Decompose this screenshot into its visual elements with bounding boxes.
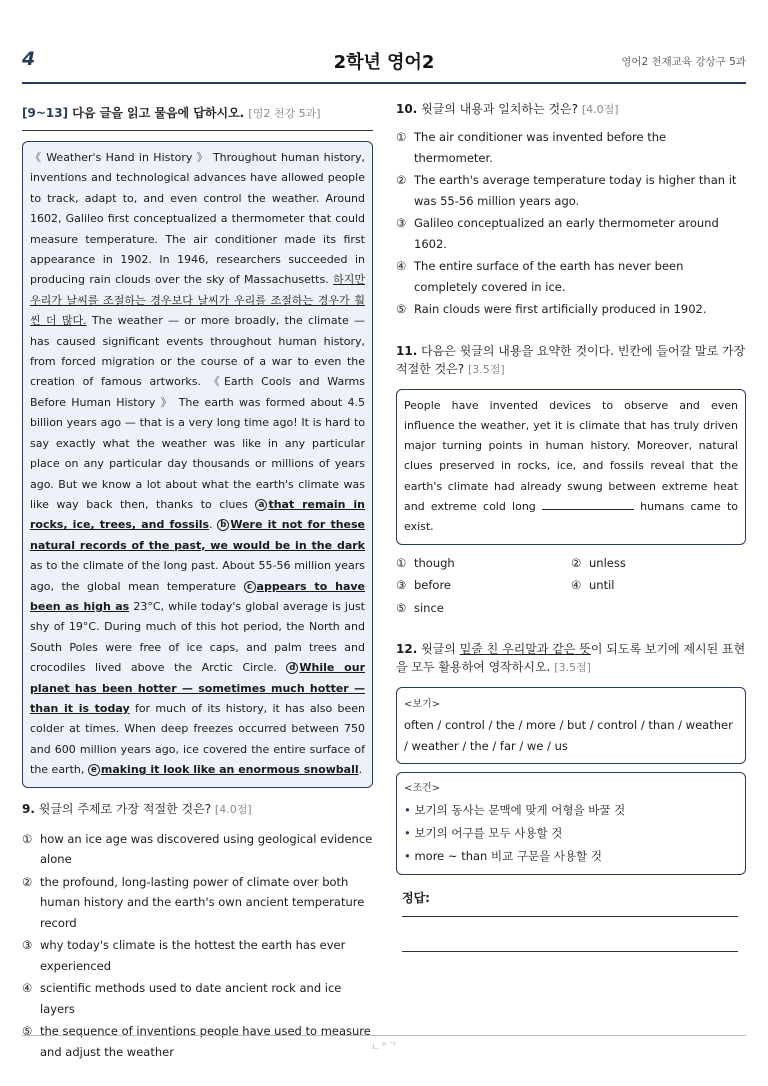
q11-option-4[interactable]: ④ until bbox=[571, 578, 615, 593]
q10-number: 10. bbox=[396, 102, 418, 116]
q10-points: [4.0점] bbox=[581, 103, 619, 116]
answer-line-2[interactable] bbox=[402, 951, 738, 952]
bogi-label: <보기> bbox=[404, 699, 441, 711]
q12-points: [3.5점] bbox=[554, 661, 591, 675]
q10-option-3[interactable]: ③ Galileo conceptualized an early thermometer around 1602. bbox=[396, 216, 719, 251]
q9-option-3[interactable]: ③ why today's climate is the hottest the earth has ever experienced bbox=[22, 938, 346, 973]
reading-passage bbox=[22, 141, 373, 788]
right-column bbox=[396, 100, 746, 952]
left-column bbox=[22, 104, 373, 1064]
q9-options bbox=[22, 829, 373, 1063]
q12-condition-box bbox=[396, 772, 746, 875]
marker-c: c bbox=[244, 581, 256, 593]
q10-option-4[interactable]: ④ The entire surface of the earth has never been completely covered in ice. bbox=[396, 259, 684, 294]
answer-line-1[interactable] bbox=[402, 916, 738, 917]
q12-text-before: 윗글의 bbox=[421, 642, 460, 657]
q10-option-1[interactable]: ① The air conditioner was invented before the thermometer. bbox=[396, 130, 667, 165]
passage-part-2: The weather — or more broadly, the climate — has caused significant events throughout human history, from forced migration or the course of a war to even the creation of famous artworks. 《Earth Cools and Warms Before Human History 》 The earth was formed about 4.5 billion years ago — that is a very long time ago! It is hard to say exactly what the weather was like in any particular place on any particular day thousands or millions of years ago. But we know a lot about what the earth's climate was like way back then, thanks to clues bbox=[30, 314, 366, 511]
korean-underlined-sentence: 하지만 우리가 날씨를 조절하는 경우보다 날씨가 우리를 조절하는 경우가 훨씬 더 많다. bbox=[30, 273, 365, 328]
marker-a: a bbox=[255, 499, 267, 511]
passage-part-1: 《 Weather's Hand in History 》 Throughout human history, inventions and technological advances have allowed people to track, adapt to, and even control the weather. Around 1602, Galileo first conceptualized a thermometer that could measure temperature. The air conditioner made its first appearance in 1902. In 1946, researchers succeeded in producing rain clouds over the sky of Massachusetts. bbox=[30, 151, 365, 287]
footer-divider bbox=[22, 1035, 746, 1036]
q11-summary-before: People have invented devices to observe and even influence the weather, yet it is climate that has truly driven major turning points in human history. Moreover, natural clues preserved in rocks, ice, and fossils reveal that the earth's climate had already swung between extreme heat and extreme cold long bbox=[404, 398, 738, 513]
passage-part-4: as to the climate of the long past. About 55-56 million years ago, the global mean temperature bbox=[30, 559, 365, 593]
q11-option-1[interactable]: ① though bbox=[396, 555, 455, 570]
q11-option-2[interactable]: ② unless bbox=[571, 555, 626, 570]
underlined-d: While our planet has been hotter — sometimes much hotter — than it is today bbox=[30, 661, 365, 715]
marker-b: b bbox=[217, 519, 229, 531]
q11-options bbox=[396, 553, 746, 621]
underlined-e: making it look like an enormous snowball bbox=[100, 763, 359, 777]
q12-number: 12. bbox=[396, 642, 418, 657]
condition-2: • 보기의 어구를 모두 사용할 것 bbox=[404, 826, 563, 841]
q11-summary-after: humans came to exist. bbox=[404, 499, 738, 534]
answer-label: 정답: bbox=[402, 891, 430, 906]
section-range: [9~13] bbox=[22, 106, 69, 120]
exam-subtitle: 영어2 천재교육 강상구 5과 bbox=[621, 56, 746, 68]
q12-text-underlined: 밑줄 친 우리말과 같은 뜻 bbox=[459, 642, 591, 657]
page-header bbox=[22, 44, 746, 84]
q9-option-5[interactable]: ⑤ the sequence of inventions people have used to measure and adjust the weather bbox=[22, 1024, 371, 1059]
section-instruction: 다음 글을 읽고 물음에 답하시오. bbox=[72, 106, 245, 120]
condition-3: • more ~ than 비교 구문을 사용할 것 bbox=[404, 849, 602, 864]
q9-option-4[interactable]: ④ scientific methods used to date ancient rock and ice layers bbox=[22, 981, 342, 1016]
q11-option-5[interactable]: ⑤ since bbox=[396, 600, 444, 615]
q9-points: [4.0점] bbox=[214, 802, 252, 816]
page-number: 4 bbox=[22, 48, 36, 70]
marker-e: e bbox=[88, 764, 100, 776]
passage-part-7: . bbox=[358, 763, 363, 777]
q12-text-after: 이 되도록 보기에 제시된 표현을 모두 활용하여 영작하시오. bbox=[396, 642, 746, 675]
passage-part-3: . bbox=[209, 518, 218, 532]
q9-number: 9. bbox=[22, 801, 35, 816]
q10-option-2[interactable]: ② The earth's average temperature today is higher than it was 55-56 million years ago. bbox=[396, 173, 737, 208]
q10-option-5[interactable]: ⑤ Rain clouds were first artificially produced in 1902. bbox=[396, 302, 707, 316]
q9-text: 윗글의 주제로 가장 적절한 것은? bbox=[38, 801, 212, 816]
q9-option-2[interactable]: ② the profound, long-lasting power of climate over both human history and the earth's own ancient temperature record bbox=[22, 874, 365, 930]
passage-part-6: for much of its history, it has also been colder at times. When deep freezes occurred between 750 and 600 million years ago, ice covered the entire surface of the earth, bbox=[30, 701, 365, 777]
q11-points: [3.5점] bbox=[467, 362, 505, 376]
condition-1: • 보기의 동사는 문맥에 맞게 어형을 바꿀 것 bbox=[404, 803, 626, 818]
condition-label: <조건> bbox=[404, 783, 441, 795]
question-11 bbox=[396, 342, 746, 379]
underlined-b: Were it not for these natural records of the past, we would be in the dark bbox=[30, 518, 365, 552]
marker-d: d bbox=[286, 662, 298, 674]
q11-text: 다음은 윗글의 내용을 요약한 것이다. 빈칸에 들어갈 말로 가장 적절한 것은? bbox=[396, 343, 746, 376]
q11-blank bbox=[542, 498, 634, 510]
underlined-a: that remain in rocks, ice, trees, and fossils bbox=[30, 497, 365, 532]
q10-text: 윗글의 내용과 일치하는 것은? bbox=[421, 102, 579, 116]
footer-mark: ㄴᄋᄀ bbox=[370, 1043, 398, 1053]
q10-options bbox=[396, 127, 746, 320]
section-heading bbox=[22, 104, 373, 131]
question-12 bbox=[396, 640, 746, 677]
passage-part-5: 23°C, while today's global average is just shy of 19°C. During much of this hot period, the North and South Poles were free of ice caps, and palm trees and crocodiles lived above the Arctic Circle. bbox=[30, 599, 365, 675]
exam-title: 2학년 영어2 bbox=[333, 52, 435, 73]
bogi-words: often / control / the / more / but / control / than / weather / weather / the / far / we / us bbox=[404, 718, 733, 754]
section-source: [영2 천강 5과] bbox=[248, 107, 321, 120]
q11-number: 11. bbox=[396, 343, 418, 358]
q11-summary-box bbox=[396, 389, 746, 545]
underlined-c: appears to have been as high as bbox=[30, 579, 365, 613]
question-10 bbox=[396, 100, 746, 119]
question-9 bbox=[22, 800, 373, 819]
q11-option-3[interactable]: ③ before bbox=[396, 578, 452, 593]
q9-option-1[interactable]: ① how an ice age was discovered using geological evidence alone bbox=[22, 831, 373, 867]
q12-bogi-box bbox=[396, 687, 746, 764]
